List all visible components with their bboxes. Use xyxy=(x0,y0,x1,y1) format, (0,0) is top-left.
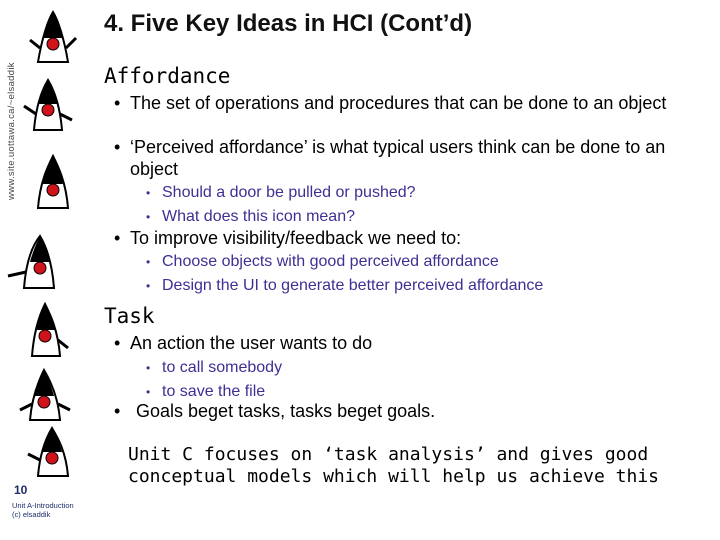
footer-line: Unit A-Introduction xyxy=(12,501,74,510)
duke-mascot-icon xyxy=(20,76,74,136)
bullet-dot: • xyxy=(114,137,121,157)
bullet-item xyxy=(114,400,704,422)
bullet-item xyxy=(114,136,704,180)
site-url-vertical: www.site.uottawa.ca/~elsaddik xyxy=(6,62,17,200)
footer-text xyxy=(12,501,74,519)
bullet-dot: • xyxy=(146,279,151,293)
subbullet-text: Design the UI to generate better perceived affordance xyxy=(162,277,544,294)
bullet-dot: • xyxy=(146,361,151,375)
subbullet-item xyxy=(146,205,355,229)
section-heading-affordance: Affordance xyxy=(104,64,231,88)
slide-title: 4. Five Key Ideas in HCI (Cont’d) xyxy=(104,10,473,37)
bullet-text: To improve visibility/feedback we need to: xyxy=(130,228,462,248)
bullet-item xyxy=(114,227,704,249)
subbullet-item xyxy=(146,356,282,380)
bullet-text: An action the user wants to do xyxy=(130,333,373,353)
subbullet-item xyxy=(146,250,499,274)
subbullet-text: to call somebody xyxy=(162,359,283,376)
subbullet-item xyxy=(146,181,416,205)
footer-line: (c) elsaddik xyxy=(12,510,51,519)
duke-mascot-icon xyxy=(28,152,78,216)
subbullet-text: to save the file xyxy=(162,383,266,400)
duke-mascot-icon xyxy=(6,232,66,296)
subbullet-text: Choose objects with good perceived affordance xyxy=(162,253,499,270)
bullet-dot: • xyxy=(146,210,151,224)
bullet-dot: • xyxy=(114,93,121,113)
bullet-item xyxy=(114,332,704,354)
bullet-dot: • xyxy=(114,401,121,421)
bullet-dot: • xyxy=(146,385,151,399)
subbullet-text: Should a door be pulled or pushed? xyxy=(162,184,416,201)
duke-mascot-icon xyxy=(28,8,78,70)
section-heading-task: Task xyxy=(104,304,155,328)
duke-mascot-icon xyxy=(18,366,72,428)
bullet-dot: • xyxy=(146,186,151,200)
page-number: 10 xyxy=(14,483,28,497)
bullet-dot: • xyxy=(114,228,121,248)
bullet-item xyxy=(114,92,704,114)
bullet-dot: • xyxy=(114,333,121,353)
bullet-dot: • xyxy=(146,255,151,269)
unit-note: Unit C focuses on ‘task analysis’ and gives good conceptual models which will help us achieve this xyxy=(128,444,660,487)
bullet-text: Goals beget tasks, tasks beget goals. xyxy=(136,401,436,421)
bullet-text: The set of operations and procedures that can be done to an object xyxy=(130,93,667,113)
duke-mascot-icon xyxy=(24,424,78,482)
subbullet-item xyxy=(146,274,543,298)
subbullet-text: What does this icon mean? xyxy=(162,208,355,225)
bullet-text: ‘Perceived affordance’ is what typical users think can be done to an object xyxy=(130,137,666,179)
duke-mascot-icon xyxy=(20,300,70,364)
